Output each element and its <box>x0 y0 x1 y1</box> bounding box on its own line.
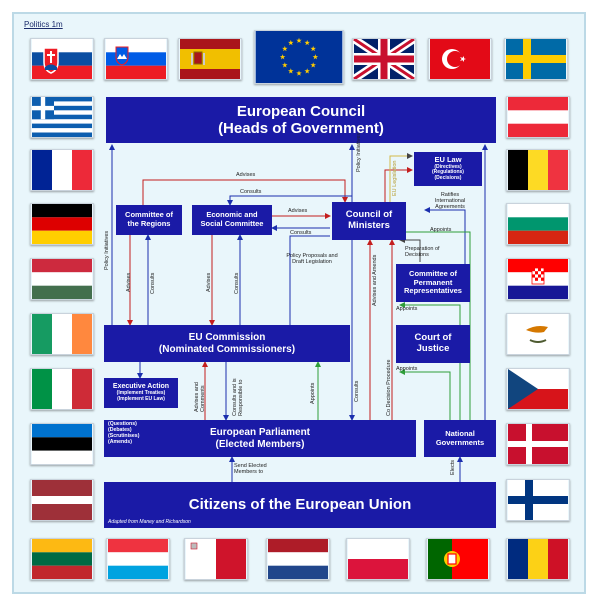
council-ministers-box <box>332 202 406 240</box>
eu-law-directives: (Directives) <box>434 163 462 170</box>
label-appoints-3: Appoints <box>396 366 418 372</box>
ireland-flag <box>30 313 94 355</box>
label-co-decision: Co Decision Procedure <box>386 359 392 416</box>
parliament-questions: (Questions) <box>108 421 137 427</box>
latvia-flag <box>30 479 94 521</box>
label-elects: Elects <box>450 460 456 475</box>
council-ministers-line1: Council of <box>345 209 393 221</box>
eu-flag <box>254 30 344 84</box>
estonia-flag <box>30 423 94 465</box>
label-policy-proposals: Policy Proposals and Draft Legislation <box>286 253 338 266</box>
label-appoints-1: Appoints <box>430 227 452 233</box>
slovenia-flag <box>104 38 168 80</box>
germany-flag <box>30 203 94 245</box>
italy-flag <box>30 368 94 410</box>
parliament-debates: (Debates) <box>108 426 132 433</box>
label-advises-v2: Advises <box>206 272 212 292</box>
coreper-line1: Committee of <box>409 269 457 279</box>
parliament-scrutinises: (Scrutinises) <box>108 432 140 439</box>
eu-law-decisions: (Decisions) <box>434 175 462 182</box>
coreper-line3: Representatives <box>404 286 462 296</box>
label-consults-top: Consults <box>240 189 262 195</box>
portugal-flag <box>426 538 490 580</box>
label-appoints-2: Appoints <box>396 306 418 312</box>
malta-flag <box>184 538 248 580</box>
committee-regions-box <box>116 205 182 235</box>
court-justice-line2: Justice <box>416 343 450 354</box>
committee-regions-line1: Committee of <box>125 210 173 220</box>
label-eu-legislation: EU Legislation <box>392 160 398 196</box>
label-advises-mid: Advises <box>288 208 308 214</box>
romania-flag <box>506 538 570 580</box>
executive-action-treaties: (Implement Treaties) <box>116 390 166 397</box>
label-advises-comments: Advises and Comments <box>194 382 206 412</box>
economic-social-committee-box <box>192 205 272 235</box>
greece-flag <box>30 96 94 138</box>
european-council-box <box>106 97 496 143</box>
lithuania-flag <box>30 538 94 580</box>
committee-regions-line2: the Regions <box>127 219 171 228</box>
label-policy-initiatives-top: Policy Initiatives <box>356 132 362 172</box>
eu-law-regulations: (Regulations) <box>432 169 464 176</box>
european-parliament-title: European Parliament <box>209 427 311 438</box>
executive-action-eu-law: (Implement EU Law) <box>117 396 165 403</box>
eu-commission-subtitle: (Nominated Commissioners) <box>158 343 296 355</box>
eu-commission-title: EU Commission <box>188 332 266 343</box>
turkey-flag <box>428 38 492 80</box>
label-advises-top: Advises <box>236 172 256 178</box>
label-consults-mid: Consults <box>290 230 312 236</box>
eu-commission-box <box>104 325 350 362</box>
economic-social-line1: Economic and <box>206 210 258 220</box>
label-ratifies: Ratifies International Agreements <box>434 192 466 211</box>
slovakia-flag <box>30 38 94 80</box>
national-governments-box <box>424 420 496 457</box>
label-consults-responsible: Consults and is Responsible to <box>232 378 244 416</box>
executive-action-title: Executive Action <box>112 383 170 391</box>
eu-law-box <box>414 152 482 186</box>
european-parliament-subtitle: (Elected Members) <box>215 438 305 450</box>
national-governments-line2: Governments <box>435 437 485 447</box>
coreper-line2: Permanent <box>413 277 453 287</box>
coreper-box <box>396 264 470 302</box>
poland-flag <box>346 538 410 580</box>
parliament-functions-list <box>108 422 158 446</box>
hungary-flag <box>30 258 94 300</box>
court-justice-box <box>396 325 470 363</box>
label-consults-v3: Consults <box>354 380 360 402</box>
france-flag <box>30 149 94 191</box>
finland-flag <box>506 479 570 521</box>
label-appoints-v: Appoints <box>310 382 316 404</box>
netherlands-flag <box>266 538 330 580</box>
label-send-elected: Send Elected Members to <box>234 463 267 476</box>
economic-social-line2: Social Committee <box>200 219 264 228</box>
label-consults-v2: Consults <box>234 272 240 294</box>
uk-flag <box>352 38 416 80</box>
bulgaria-flag <box>506 203 570 245</box>
parliament-amends: (Amends) <box>108 438 132 445</box>
croatia-flag <box>506 258 570 300</box>
european-council-subtitle: (Heads of Government) <box>218 120 384 137</box>
source-credit: Adapted from Maney and Richardson <box>108 519 191 525</box>
label-consults-v1: Consults <box>150 272 156 294</box>
council-ministers-line2: Ministers <box>348 220 390 231</box>
cyprus-flag <box>506 313 570 355</box>
luxembourg-flag <box>106 538 170 580</box>
court-justice-line1: Court of <box>414 332 452 344</box>
czech-flag <box>506 368 570 410</box>
spain-flag <box>178 38 242 80</box>
denmark-flag <box>506 423 570 465</box>
austria-flag <box>506 96 570 138</box>
executive-action-box <box>104 378 178 408</box>
label-advises-amends: Advises and Amends <box>372 254 378 306</box>
european-council-title: European Council <box>236 102 366 120</box>
sweden-flag <box>504 38 568 80</box>
document-label: Politics 1m <box>24 20 63 29</box>
national-governments-line1: National <box>445 428 475 438</box>
citizens-title: Citizens of the European Union <box>188 496 412 514</box>
label-policy-initiatives-left: Policy Initiatives <box>104 230 110 270</box>
belgium-flag <box>506 149 570 191</box>
eu-law-title: EU Law <box>434 155 462 165</box>
label-advises-v1: Advises <box>126 272 132 292</box>
label-preparation: Preparation of Decisions <box>405 246 440 259</box>
